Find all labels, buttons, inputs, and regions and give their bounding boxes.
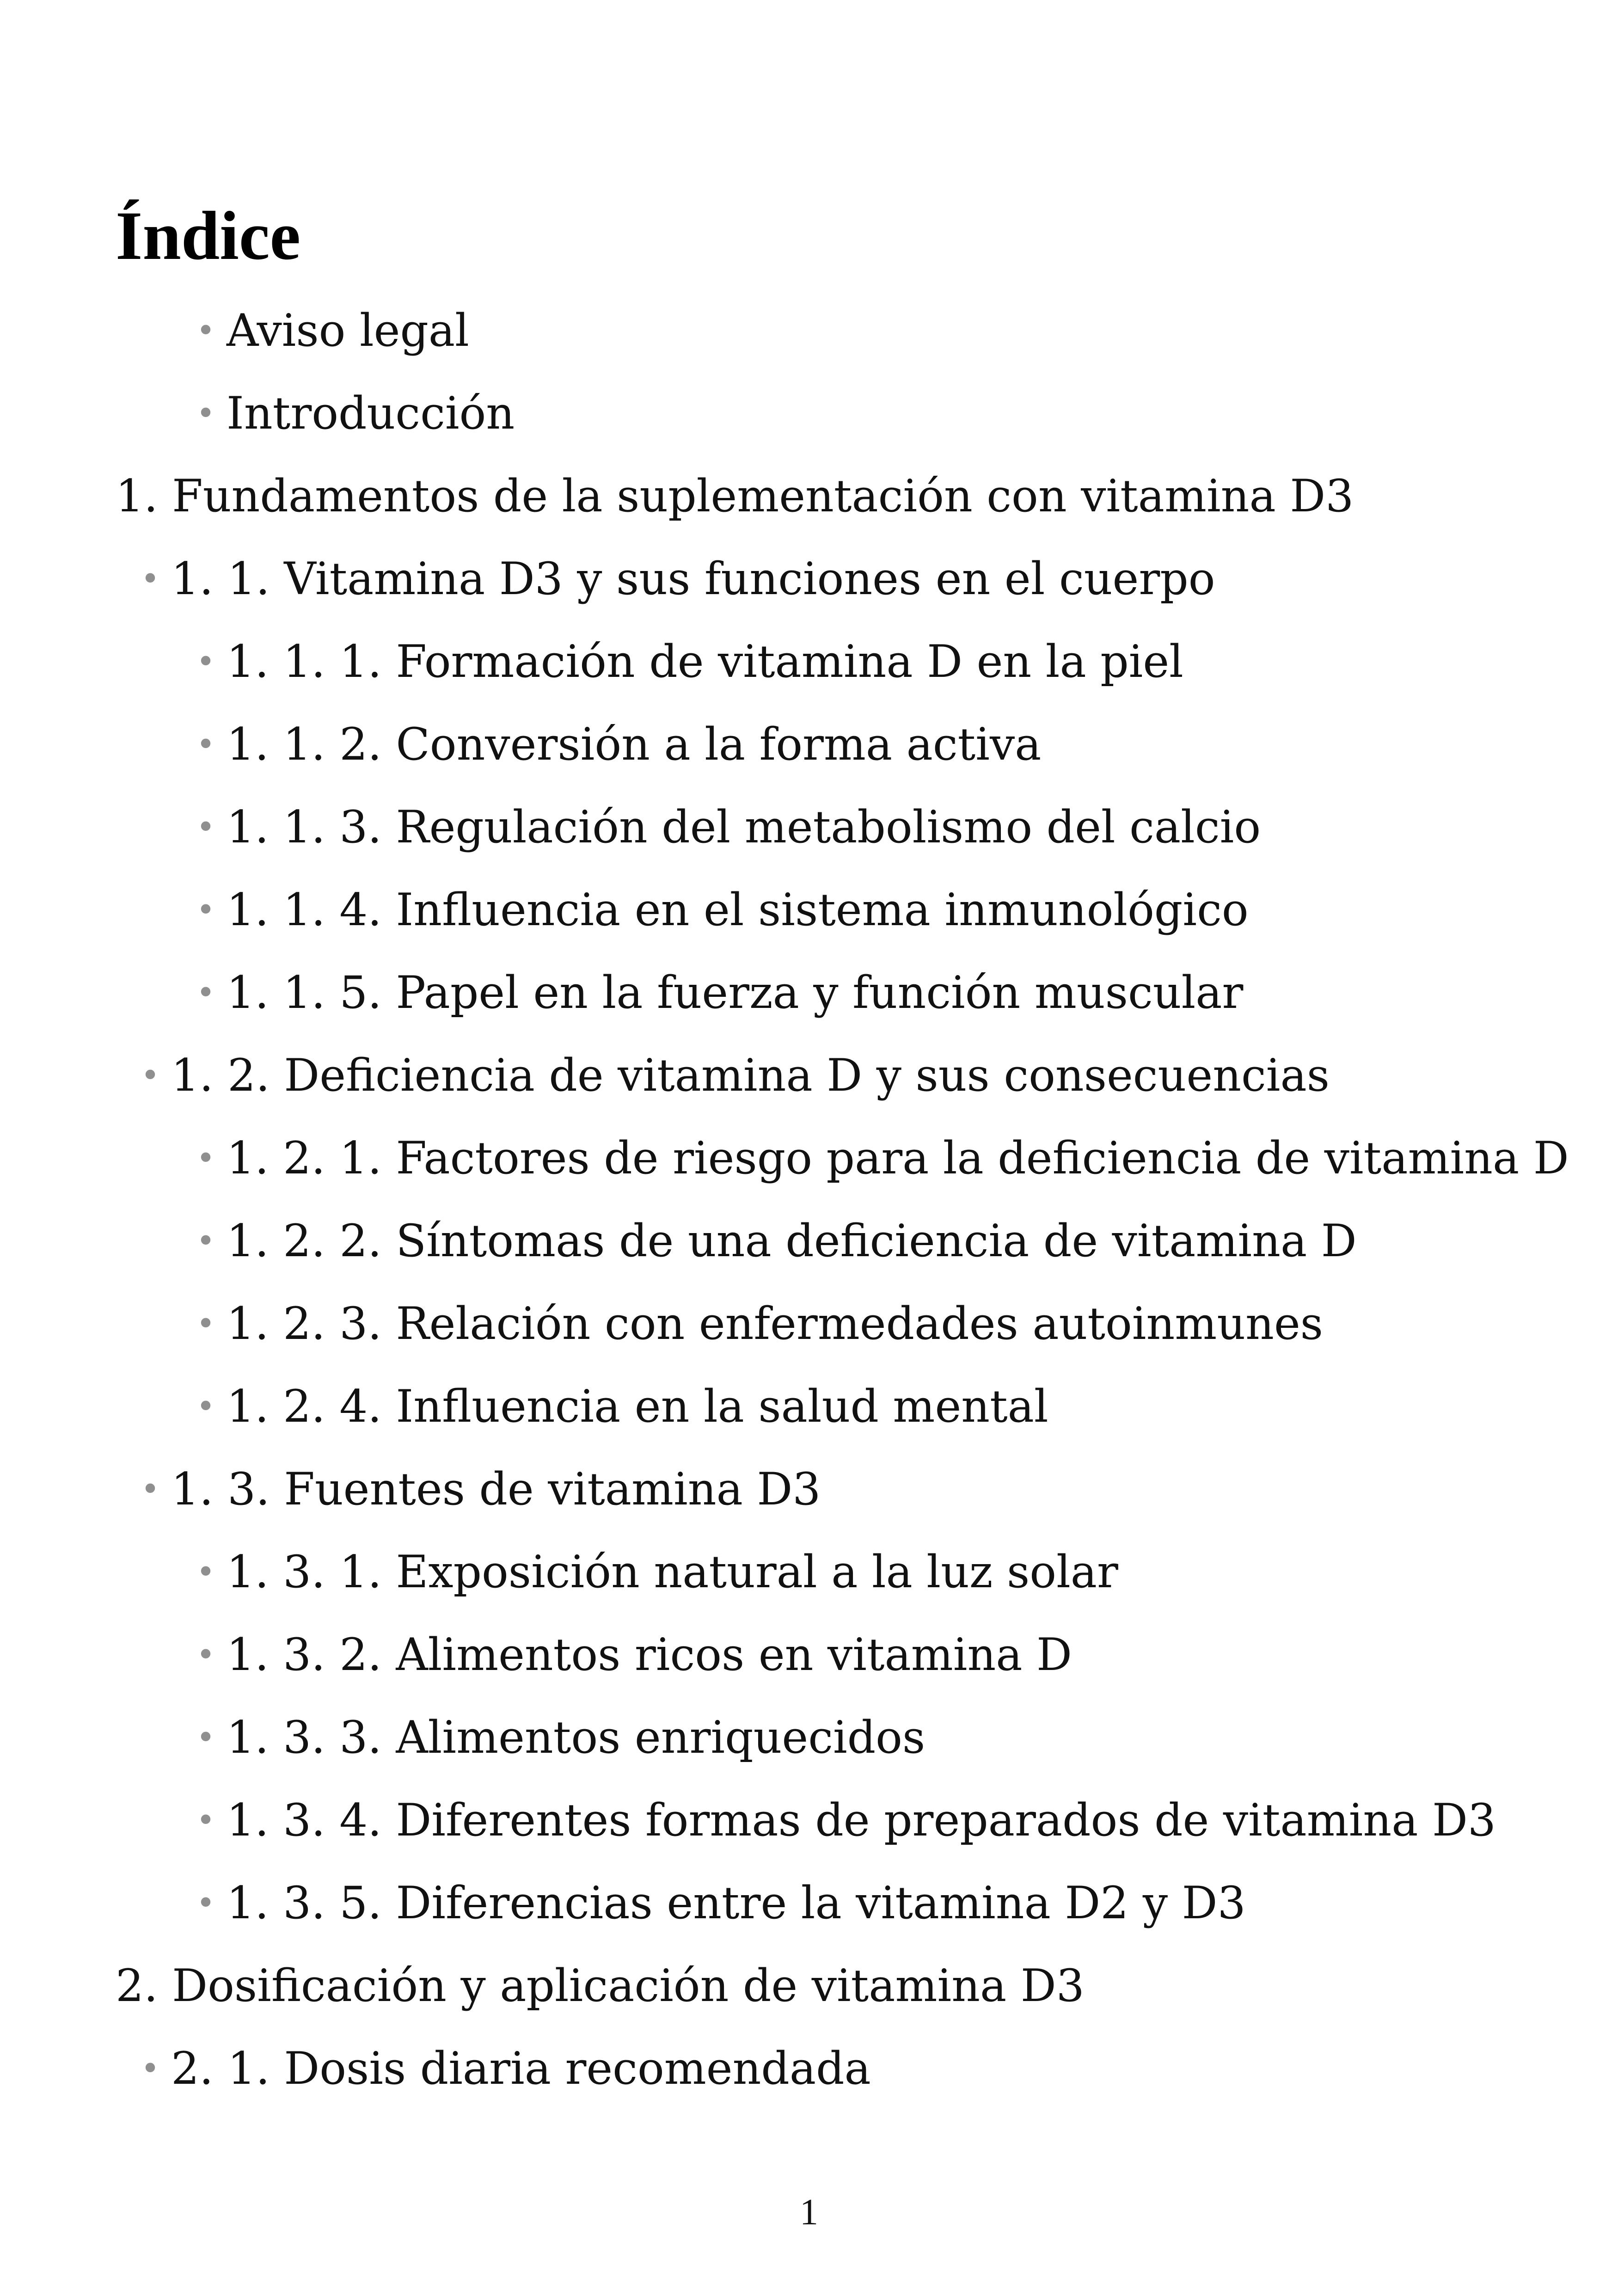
toc-entry[interactable] bbox=[196, 1875, 1246, 1931]
toc-entry-label: 1. 2. 4. Influencia en la salud mental bbox=[227, 1381, 1048, 1432]
toc-entry-label: 1. 2. Deficiencia de vitamina D y sus consecuencias bbox=[171, 1050, 1330, 1101]
toc-entry-label: 1. 1. 3. Regulación del metabolismo del calcio bbox=[227, 801, 1261, 853]
toc-entry-label: 1. 3. 5. Diferencias entre la vitamina D2 y D3 bbox=[227, 1877, 1246, 1929]
toc-entry-label: 1. 2. 2. Síntomas de una deficiencia de vitamina D bbox=[227, 1215, 1357, 1267]
toc-entry[interactable] bbox=[196, 634, 1183, 689]
toc-entry[interactable] bbox=[196, 386, 515, 441]
toc-entry[interactable] bbox=[196, 1130, 1569, 1186]
toc-entry-label: 1. 1. 1. Formación de vitamina D en la piel bbox=[227, 636, 1183, 688]
bullet-icon: • bbox=[196, 1553, 215, 1591]
toc-entry-label: 1. 2. 1. Factores de riesgo para la deficiencia de vitamina D bbox=[227, 1132, 1569, 1184]
toc-entry-label: 1. 1. 2. Conversión a la forma activa bbox=[227, 718, 1042, 770]
toc-entry-label: 2. 1. Dosis diaria recomendada bbox=[171, 2043, 871, 2094]
toc-entry[interactable] bbox=[141, 1461, 821, 1517]
toc-entry-label: 1. 1. Vitamina D3 y sus funciones en el cuerpo bbox=[171, 553, 1215, 605]
bullet-icon: • bbox=[196, 1139, 215, 1177]
toc-entry[interactable] bbox=[116, 1958, 1085, 2014]
toc-entry[interactable] bbox=[196, 1793, 1496, 1848]
toc-entry[interactable] bbox=[141, 2041, 871, 2096]
toc-entry-label: 1. 3. 2. Alimentos ricos en vitamina D bbox=[227, 1629, 1073, 1681]
toc-entry-label: Aviso legal bbox=[227, 305, 469, 356]
bullet-icon: • bbox=[196, 643, 215, 681]
bullet-icon: • bbox=[196, 974, 215, 1012]
bullet-icon: • bbox=[196, 394, 215, 432]
bullet-icon: • bbox=[196, 725, 215, 763]
toc-entry[interactable] bbox=[196, 1379, 1048, 1434]
toc-entry-label: Introducción bbox=[227, 387, 515, 439]
toc-entry-label: 1. 2. 3. Relación con enfermedades autoinmunes bbox=[227, 1298, 1324, 1350]
bullet-icon: • bbox=[141, 1056, 160, 1094]
bullet-icon: • bbox=[196, 1636, 215, 1674]
bullet-icon: • bbox=[196, 1801, 215, 1839]
toc-entry[interactable] bbox=[196, 882, 1249, 938]
toc-entry-label: 2. Dosificación y aplicación de vitamina D3 bbox=[116, 1960, 1085, 2012]
toc-entry[interactable] bbox=[196, 303, 469, 358]
toc-entry[interactable] bbox=[141, 551, 1215, 607]
bullet-icon: • bbox=[141, 1470, 160, 1508]
toc-entry[interactable] bbox=[196, 799, 1261, 855]
bullet-icon: • bbox=[196, 1305, 215, 1343]
bullet-icon: • bbox=[196, 808, 215, 846]
toc-entry[interactable] bbox=[196, 1544, 1118, 1600]
bullet-icon: • bbox=[196, 1387, 215, 1425]
toc-entry[interactable] bbox=[116, 468, 1354, 524]
toc-entry[interactable] bbox=[141, 1048, 1330, 1103]
toc-entry-label: 1. 1. 4. Influencia en el sistema inmunológico bbox=[227, 884, 1249, 936]
page-title: Índice bbox=[116, 197, 301, 274]
toc-entry[interactable] bbox=[196, 717, 1042, 772]
toc-entry-label: 1. 3. 1. Exposición natural a la luz solar bbox=[227, 1546, 1118, 1598]
page-number: 1 bbox=[800, 2192, 818, 2233]
toc-entry-label: 1. 3. Fuentes de vitamina D3 bbox=[171, 1463, 821, 1515]
toc-entry[interactable] bbox=[196, 1213, 1357, 1269]
toc-entry[interactable] bbox=[196, 1296, 1324, 1351]
bullet-icon: • bbox=[141, 2050, 160, 2087]
toc-entry-label: 1. Fundamentos de la suplementación con vitamina D3 bbox=[116, 470, 1354, 522]
bullet-icon: • bbox=[196, 1719, 215, 1756]
toc-entry-label: 1. 3. 3. Alimentos enriquecidos bbox=[227, 1712, 925, 1763]
toc-entry-label: 1. 1. 5. Papel en la fuerza y función muscular bbox=[227, 967, 1244, 1019]
toc-entry[interactable] bbox=[196, 1710, 925, 1765]
bullet-icon: • bbox=[141, 560, 160, 598]
bullet-icon: • bbox=[196, 312, 215, 350]
bullet-icon: • bbox=[196, 891, 215, 929]
bullet-icon: • bbox=[196, 1884, 215, 1922]
toc-entry-label: 1. 3. 4. Diferentes formas de preparados de vitamina D3 bbox=[227, 1794, 1496, 1846]
bullet-icon: • bbox=[196, 1222, 215, 1260]
toc-entry[interactable] bbox=[196, 965, 1244, 1020]
toc-entry[interactable] bbox=[196, 1627, 1073, 1682]
